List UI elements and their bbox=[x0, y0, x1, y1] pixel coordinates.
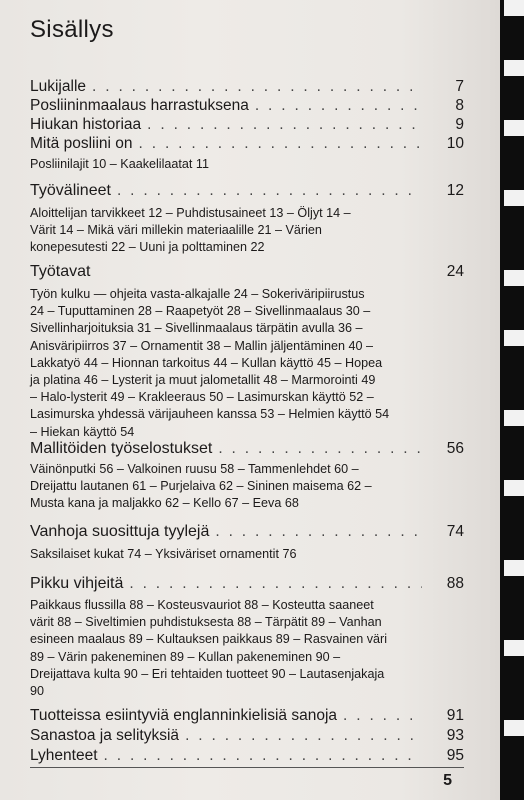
dot-leader bbox=[129, 575, 422, 593]
subentry-line: Aloittelijan tarvikkeet 12 – Puhdistusaineet 13 – Öljyt 14 – bbox=[30, 206, 351, 220]
toc-subentries bbox=[30, 205, 462, 257]
spine-mark bbox=[504, 480, 524, 496]
toc-section-page: 74 bbox=[446, 523, 464, 540]
subentry-line: konepesutesti 22 – Uuni ja polttaminen 22 bbox=[30, 240, 265, 255]
toc-section-label: Vanhoja suosittuja tyylejä bbox=[30, 523, 210, 540]
subentry-line: Työn kulku — ohjeita vasta-alkajalle 24 – Sokeriväripiirustus bbox=[30, 287, 365, 301]
book-spine-edge bbox=[500, 0, 524, 800]
toc-section-label: Työvälineet bbox=[30, 182, 111, 199]
toc-entry-page: 91 bbox=[446, 707, 464, 724]
toc-subentries bbox=[30, 156, 462, 173]
toc-entry[interactable] bbox=[30, 707, 464, 725]
subentry-line: esineen maalaus 89 – Kultauksen paikkaus 89 – Rasvainen väri bbox=[30, 632, 388, 647]
toc-entry-label: Mitä posliini on bbox=[30, 135, 133, 152]
toc-entry-page: 8 bbox=[455, 97, 464, 114]
subentry-line: – Hiekan käyttö 54 bbox=[30, 424, 135, 439]
subentry-line: Väinönputki 56 – Valkoinen ruusu 58 – Tammenlehdet 60 – bbox=[30, 462, 359, 476]
toc-entry-label: Lyhenteet bbox=[30, 747, 98, 764]
subentry-line: – Halo-lysterit 49 – Krakleeraus 50 – Lasimurskan käyttö 52 – bbox=[30, 390, 374, 405]
toc-section-label: Mallitöiden työselostukset bbox=[30, 440, 213, 457]
subentry-line: Posliinilajit 10 – Kaakelilaatat 11 bbox=[30, 157, 209, 171]
page-title: Sisällys bbox=[30, 16, 114, 43]
toc-section-label: Työtavat bbox=[30, 263, 91, 280]
toc-entry[interactable] bbox=[30, 135, 464, 153]
toc-section-page: 56 bbox=[446, 440, 464, 457]
subentry-line: Dreijattu lautanen 61 – Purjelaiva 62 – Sininen maisema 62 – bbox=[30, 479, 372, 494]
spine-mark bbox=[504, 190, 524, 206]
dot-leader bbox=[215, 523, 422, 541]
spine-mark bbox=[504, 720, 524, 736]
subentry-line: 89 – Värin pakeneminen 89 – Kullan pakeneminen 90 – bbox=[30, 649, 341, 664]
subentry-line: Dreijattava kulta 90 – Eri tehtaiden tuotteet 90 – Lautasenjakaja bbox=[30, 666, 385, 681]
toc-entry-label: Tuotteissa esiintyviä englanninkielisiä sanoja bbox=[30, 707, 338, 724]
toc-section-label: Pikku vihjeitä bbox=[30, 575, 124, 592]
spine-mark bbox=[504, 330, 524, 346]
spine-mark bbox=[504, 640, 524, 656]
subentry-line: Lasimurska yhdessä värijauheen kanssa 53 – Helmien käyttö 54 bbox=[30, 407, 390, 422]
toc-section[interactable] bbox=[30, 182, 464, 200]
spine-mark bbox=[504, 60, 524, 76]
subentry-line: Saksilaiset kukat 74 – Yksiväriset ornamentit 76 bbox=[30, 547, 297, 561]
dot-leader bbox=[255, 97, 422, 115]
toc-entry[interactable] bbox=[30, 116, 464, 134]
toc-section-page: 88 bbox=[446, 575, 464, 592]
toc-entry[interactable] bbox=[30, 97, 464, 115]
spine-mark bbox=[504, 120, 524, 136]
dot-leader bbox=[139, 135, 422, 153]
spine-mark bbox=[504, 560, 524, 576]
toc-entry-label: Lukijalle bbox=[30, 78, 87, 95]
toc-entry-page: 93 bbox=[446, 727, 464, 744]
dot-leader bbox=[218, 440, 422, 458]
dot-leader bbox=[117, 182, 422, 200]
subentry-line: Lakkatyö 44 – Hionnan tarkoitus 44 – Kullan käyttö 45 – Hopea bbox=[30, 355, 383, 370]
subentry-line: 24 – Tuputtaminen 28 – Raapetyöt 28 – Sivellinmaalaus 30 – bbox=[30, 304, 371, 319]
page-number: 5 bbox=[443, 772, 452, 789]
subentry-line: 90 bbox=[30, 684, 45, 699]
toc-entry-label: Posliininmaalaus harrastuksena bbox=[30, 97, 249, 114]
subentry-line: Paikkaus flussilla 88 – Kosteusvauriot 88 – Kosteutta saaneet bbox=[30, 598, 374, 612]
spine-mark bbox=[504, 410, 524, 426]
dot-leader bbox=[185, 727, 422, 745]
toc-entry-page: 7 bbox=[455, 78, 464, 95]
bottom-rule bbox=[30, 767, 464, 768]
toc-entry-page: 95 bbox=[446, 747, 464, 764]
toc-subentries bbox=[30, 286, 462, 441]
toc-entry[interactable] bbox=[30, 78, 464, 96]
toc-entry[interactable] bbox=[30, 727, 464, 745]
subentry-line: ja platina 46 – Lysterit ja muut jalometallit 48 – Marmorointi 49 bbox=[30, 373, 376, 388]
toc-subentries bbox=[30, 597, 462, 700]
dot-leader bbox=[104, 747, 422, 765]
spine-mark bbox=[504, 270, 524, 286]
toc-section[interactable] bbox=[30, 440, 464, 458]
toc-entry-label: Hiukan historiaa bbox=[30, 116, 142, 133]
toc-section[interactable] bbox=[30, 263, 464, 281]
subentry-line: Sivellinharjoituksia 31 – Sivellinmaalaus tärpätin avulla 36 – bbox=[30, 321, 363, 336]
subentry-line: Anisväripiirros 37 – Ornamentit 38 – Mallin jäljentäminen 40 – bbox=[30, 338, 374, 353]
toc-section-page: 12 bbox=[446, 182, 464, 199]
toc-entry[interactable] bbox=[30, 747, 464, 765]
toc-entry-page: 10 bbox=[446, 135, 464, 152]
toc-section[interactable] bbox=[30, 575, 464, 593]
subentry-line: värit 88 – Siveltimien puhdistuksesta 88 – Tärpätit 89 – Vanhan bbox=[30, 615, 382, 630]
toc-entry-page: 9 bbox=[455, 116, 464, 133]
subentry-line: Musta kana ja maljakko 62 – Kello 67 – Eeva 68 bbox=[30, 496, 299, 511]
toc-section-page: 24 bbox=[446, 263, 464, 280]
toc-subentries bbox=[30, 461, 462, 513]
subentry-line: Värit 14 – Mikä väri millekin materiaalille 21 – Värien bbox=[30, 223, 322, 238]
toc-section[interactable] bbox=[30, 523, 464, 541]
dot-leader bbox=[343, 707, 422, 725]
dot-leader bbox=[92, 78, 422, 96]
dot-leader bbox=[147, 116, 422, 134]
spine-mark bbox=[504, 0, 524, 16]
toc-entry-label: Sanastoa ja selityksiä bbox=[30, 727, 180, 744]
toc-subentries bbox=[30, 546, 462, 563]
